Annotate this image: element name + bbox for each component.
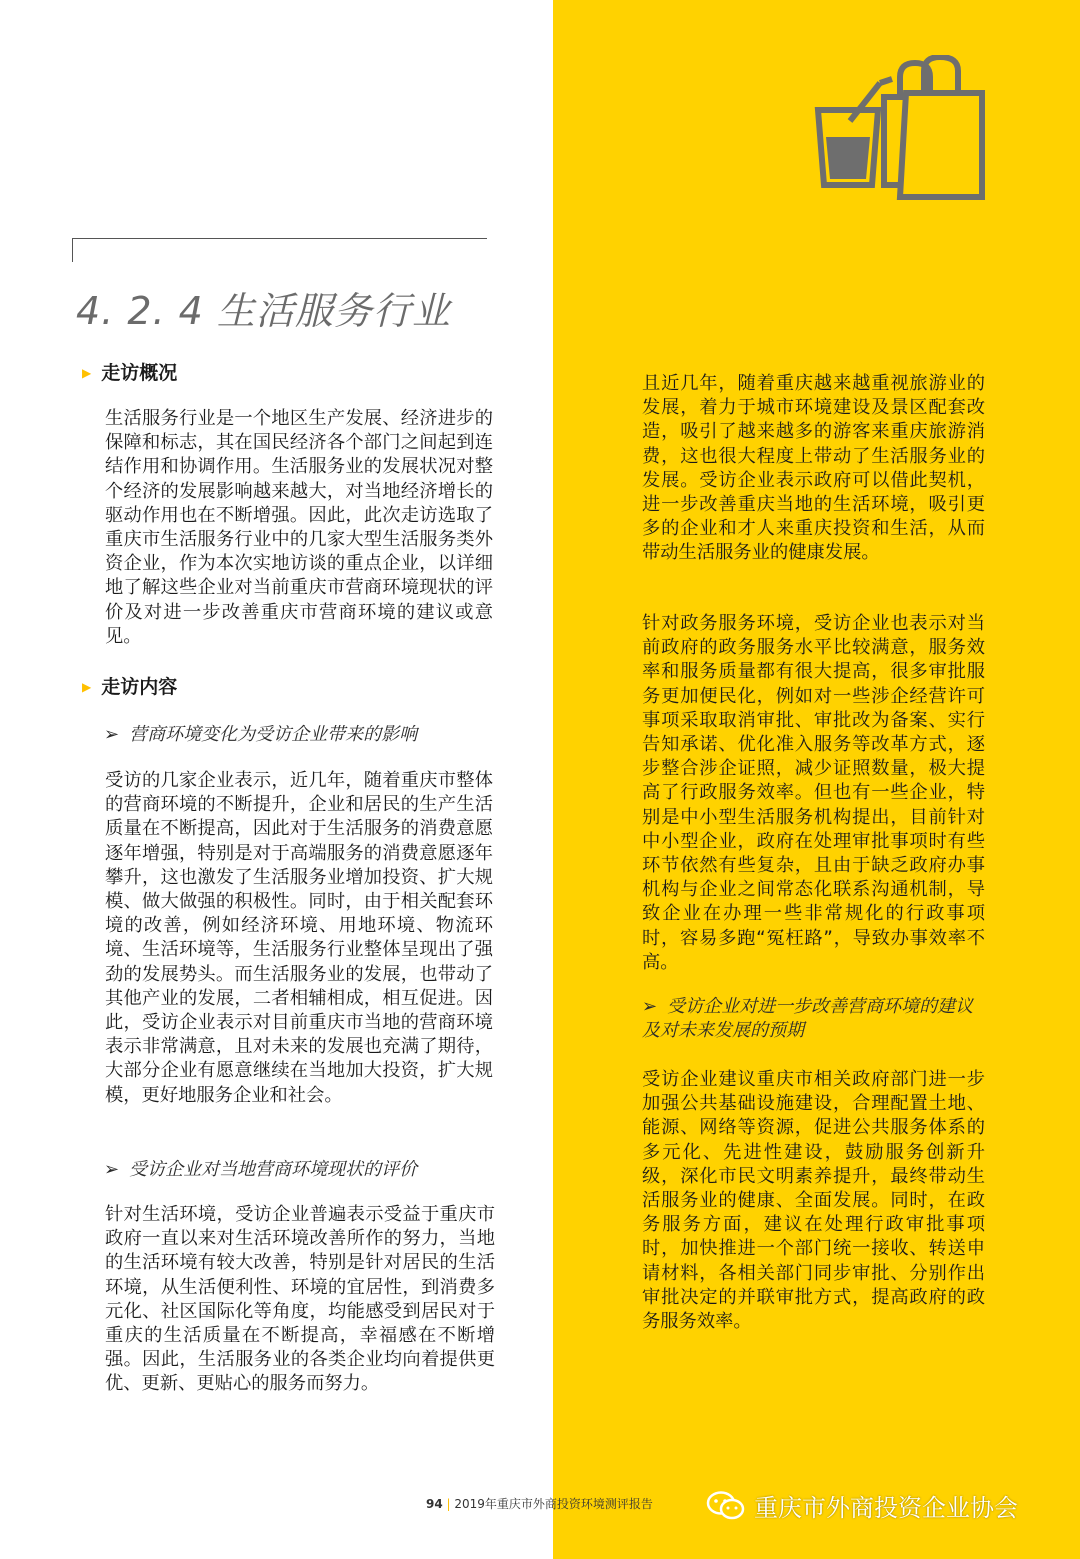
arrow-bullet-icon: ➢ [104, 724, 120, 745]
bullet-evaluation-label: 受访企业对当地营商环境现状的评价 [129, 1159, 418, 1180]
subhead-content [82, 672, 177, 699]
heading-rule-vertical [72, 238, 73, 262]
report-title: 2019年重庆市外商投资环境测评报告 [454, 1497, 653, 1511]
paragraph-right-2: 针对政务服务环境，受访企业也表示对当前政府的政务服务水平比较满意，服务效率和服务质量都有很大提高，很多审批服务更加便民化，例如对一些涉企经营许可事项采取取消审批、审批改为备案、实行告知承诺、优化准入服务等改革方式，逐步整合涉企证照，减少证照数量，极大提高了行政服务效率。但也有一些企业，特别是中小型生活服务机构提出，目前针对中小型企业，政府在处理审批事项时有些环节依然有些复杂，且由于缺乏政府办事机构与企业之间常态化联系沟通机制，导致企业在办理一些非常规化的行政事项时，容易多跑“冤枉路”，导致办事效率不高。 [642, 613, 985, 973]
bullet-suggestions-label: 受访企业对进一步改善营商环境的建议及对未来发展的预期 [642, 996, 974, 1041]
wechat-icon [706, 1490, 746, 1522]
paragraph-right-1: 且近几年，随着重庆越来越重视旅游业的发展，着力于城市环境建设及景区配套改造，吸引了越来越多的游客来重庆旅游消费，这也很大程度上带动了生活服务业的发展。受访企业表示政府可以借此契机，进一步改善重庆当地的生活环境，吸引更多的企业和才人来重庆投资和生活，从而带动生活服务业的健康发展。 [642, 373, 985, 564]
footer-separator: | [446, 1497, 455, 1511]
triangle-bullet-icon: ▶ [82, 366, 92, 380]
paragraph-impact: 受访的几家企业表示，近几年，随着重庆市整体的营商环境的不断提升，企业和居民的生产生活质量在不断提高，因此对于生活服务的消费意愿逐年增强，特别是对于高端服务的消费意愿逐年攀升，这也激发了生活服务业增加投资、扩大规模、做大做强的积极性。同时，由于相关配套环境的改善，例如经济环境、用地环境、物流环境、生活环境等，生活服务行业整体呈现出了强劲的发展势头。而生活服务业的发展，也带动了其他产业的发展，二者相辅相成，相互促进。因此，受访企业表示对目前重庆市当地的营商环境表示非常满意，且对未来的发展也充满了期待，大部分企业有愿意继续在当地加大投资，扩大规模，更好地服务企业和社会。 [105, 770, 493, 1106]
subhead-content-label: 走访内容 [101, 676, 178, 698]
bullet-suggestions [642, 995, 988, 1043]
paragraph-overview: 生活服务行业是一个地区生产发展、经济进步的保障和标志，其在国民经济各个部门之间起到连结作用和协调作用。生活服务业的发展状况对整个经济的发展影响越来越大，对当地经济增长的驱动作用也在不断增强。因此，此次走访选取了重庆市生活服务行业中的几家大型生活服务类外资企业，作为本次实地访谈的重点企业，以详细地了解这些企业对当前重庆市营商环境现状的评价及对进一步改善重庆市营商环境的建议或意见。 [105, 408, 493, 647]
bullet-evaluation [104, 1155, 417, 1181]
page-number: 94 [426, 1497, 443, 1511]
watermark [706, 1488, 1018, 1523]
heading-rule-horizontal [72, 238, 487, 239]
page-footer [426, 1495, 653, 1512]
paragraph-right-3: 受访企业建议重庆市相关政府部门进一步加强公共基础设施建设，合理配置土地、能源、网络等资源，促进公共服务体系的多元化、先进性建设，鼓励服务创新升级，深化市民文明素养提升，最终带动生活服务业的健康、全面发展。同时，在政务服务方面，建议在处理行政审批事项时，加快推进一个部门统一接收、转送申请材料，各相关部门同步审批、分别作出审批决定的并联审批方式，提高政府的政务服务效率。 [642, 1069, 985, 1333]
drink-and-shopping-bag-icon [812, 55, 987, 205]
arrow-bullet-icon: ➢ [104, 1159, 120, 1180]
triangle-bullet-icon: ▶ [82, 680, 92, 694]
paragraph-evaluation: 针对生活环境，受访企业普遍表示受益于重庆市政府一直以来对生活环境改善所作的努力，当地的生活环境有较大改善，特别是针对居民的生活环境，从生活便利性、环境的宜居性，到消费多元化、社区国际化等角度，均能感受到居民对于重庆的生活质量在不断提高，幸福感在不断增强。因此，生活服务业的各类企业均向着提供更优、更新、更贴心的服务而努力。 [105, 1204, 495, 1395]
section-title: 4. 2. 4 生活服务行业 [76, 289, 451, 333]
bullet-impact-label: 营商环境变化为受访企业带来的影响 [129, 724, 418, 745]
subhead-overview [82, 358, 177, 385]
bullet-impact [104, 720, 417, 746]
watermark-text: 重庆市外商投资企业协会 [754, 1494, 1018, 1522]
subhead-overview-label: 走访概况 [101, 362, 178, 384]
arrow-bullet-icon: ➢ [642, 996, 658, 1017]
